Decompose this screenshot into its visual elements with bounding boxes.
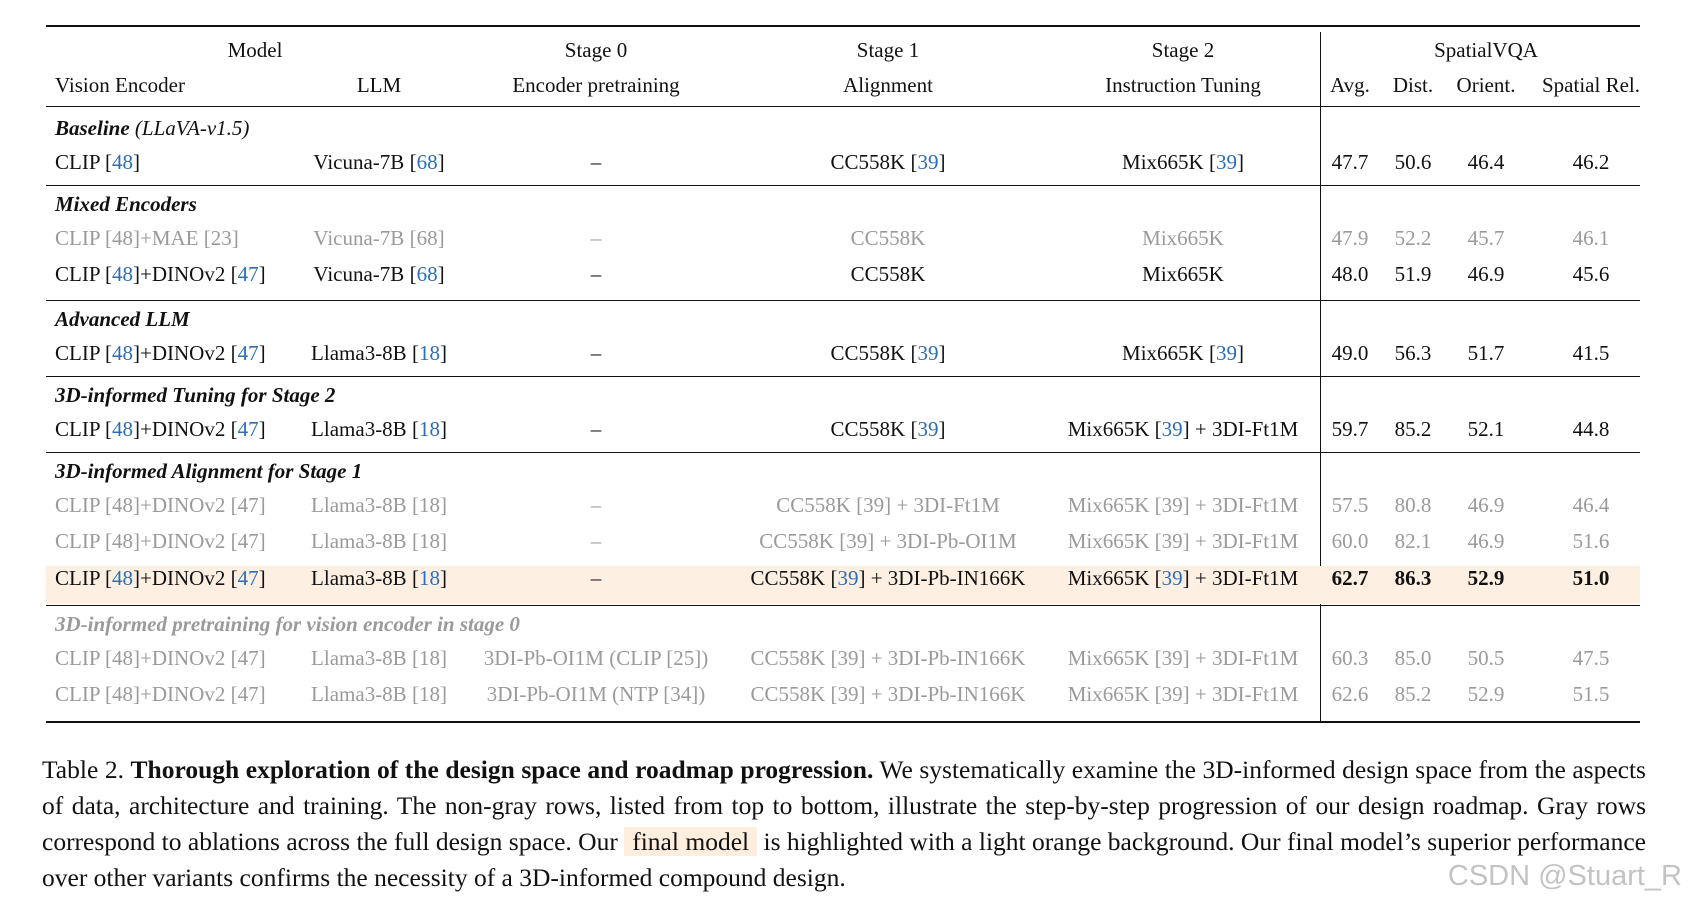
citation-number[interactable]: 39 bbox=[837, 682, 859, 706]
header-stage1: Stage 1 bbox=[856, 38, 920, 62]
orient-score-cell: 52.9 bbox=[1467, 566, 1505, 590]
avg-score-cell: 47.7 bbox=[1331, 150, 1369, 174]
llm-cell: Vicuna-7B [68] bbox=[313, 262, 445, 286]
stage2-cell: Mix665K [39] bbox=[1122, 341, 1244, 365]
avg-score-cell: 57.5 bbox=[1331, 493, 1369, 517]
vision-encoder-cell: CLIP [48]+DINOv2 [47] bbox=[55, 341, 266, 365]
stage1-cell: CC558K [39] + 3DI-Pb-IN166K bbox=[750, 566, 1026, 590]
vision-encoder-cell: CLIP [48] bbox=[55, 150, 140, 174]
citation-number[interactable]: 23 bbox=[210, 226, 232, 250]
spatial-rel-score-cell: 47.5 bbox=[1572, 646, 1610, 670]
caption-text-end: is highlighted with a light orange background. Our final model’s superior performance over other variants confirms the necessity of a 3D-informed compound design. bbox=[42, 827, 1647, 892]
stage0-cell: – bbox=[590, 150, 602, 174]
watermark: CSDN @Stuart_R bbox=[1447, 860, 1682, 892]
stage0-cell: – bbox=[590, 262, 602, 286]
citation-number[interactable]: 39 bbox=[863, 493, 885, 517]
spatial-rel-score-cell: 44.8 bbox=[1572, 417, 1610, 441]
header-rule bbox=[46, 106, 1640, 107]
citation-number[interactable]: 18 bbox=[418, 682, 440, 706]
stage2-cell: Mix665K bbox=[1142, 226, 1224, 250]
vision-encoder-cell: CLIP [48]+DINOv2 [47] bbox=[55, 417, 266, 441]
dist-score-cell: 52.2 bbox=[1394, 226, 1432, 250]
dist-score-cell: 56.3 bbox=[1394, 341, 1432, 365]
stage2-cell: Mix665K [39] bbox=[1122, 150, 1244, 174]
caption-text: We systematically examine the 3D-informed design space from the aspects of data, architecture and training. The non-gray rows, listed from top to bottom, illustrate the step-by-step progression of our design roadmap. Gray rows correspond to ablations across the full design space. Our bbox=[42, 755, 1646, 856]
vision-encoder-cell: CLIP [48]+DINOv2 [47] bbox=[55, 262, 266, 286]
citation-number[interactable]: 47 bbox=[237, 417, 259, 441]
citation-number[interactable]: 47 bbox=[237, 529, 259, 553]
citation-number[interactable]: 18 bbox=[418, 341, 440, 365]
citation-number[interactable]: 18 bbox=[418, 646, 440, 670]
dist-score-cell: 80.8 bbox=[1394, 493, 1432, 517]
llm-cell: Llama3-8B [18] bbox=[311, 566, 447, 590]
citation-number[interactable]: 39 bbox=[1161, 682, 1183, 706]
orient-score-cell: 46.9 bbox=[1467, 262, 1505, 286]
header-spatialvqa: SpatialVQA bbox=[1434, 38, 1538, 62]
citation-number[interactable]: 48 bbox=[111, 646, 133, 670]
avg-score-cell: 59.7 bbox=[1331, 417, 1369, 441]
stage1-cell: CC558K bbox=[850, 262, 926, 286]
stage0-cell: – bbox=[590, 493, 602, 517]
header-orient: Orient. bbox=[1456, 73, 1516, 97]
section-3d-pretraining: 3D-informed pretraining for vision encoder in stage 0 bbox=[55, 612, 520, 636]
stage2-cell: Mix665K [39] + 3DI-Ft1M bbox=[1067, 566, 1299, 590]
stage2-cell: Mix665K [39] + 3DI-Ft1M bbox=[1067, 646, 1299, 670]
citation-number[interactable]: 47 bbox=[237, 646, 259, 670]
citation-number[interactable]: 48 bbox=[111, 341, 133, 365]
spatial-rel-score-cell: 51.5 bbox=[1572, 682, 1610, 706]
citation-number[interactable]: 48 bbox=[111, 262, 133, 286]
citation-number[interactable]: 39 bbox=[917, 150, 939, 174]
dist-score-cell: 82.1 bbox=[1394, 529, 1432, 553]
vision-encoder-cell: CLIP [48]+MAE [23] bbox=[55, 226, 239, 250]
stage0-cell: 3DI-Pb-OI1M (CLIP [25]) bbox=[483, 646, 709, 670]
stage2-cell: Mix665K bbox=[1142, 262, 1224, 286]
header-vision-encoder: Vision Encoder bbox=[55, 73, 185, 97]
stage2-cell: Mix665K [39] + 3DI-Ft1M bbox=[1067, 417, 1299, 441]
orient-score-cell: 46.9 bbox=[1467, 529, 1505, 553]
stage1-cell: CC558K bbox=[850, 226, 926, 250]
citation-number[interactable]: 47 bbox=[237, 341, 259, 365]
avg-score-cell: 62.7 bbox=[1331, 566, 1369, 590]
header-dist: Dist. bbox=[1392, 73, 1434, 97]
dist-score-cell: 85.0 bbox=[1394, 646, 1432, 670]
orient-score-cell: 46.4 bbox=[1467, 150, 1505, 174]
vision-encoder-cell: CLIP [48]+DINOv2 [47] bbox=[55, 493, 266, 517]
section-rule bbox=[46, 376, 1640, 377]
citation-number[interactable]: 68 bbox=[416, 262, 438, 286]
citation-number[interactable]: 48 bbox=[111, 226, 133, 250]
llm-cell: Llama3-8B [18] bbox=[311, 417, 447, 441]
header-llm: LLM bbox=[356, 73, 402, 97]
vision-encoder-cell: CLIP [48]+DINOv2 [47] bbox=[55, 646, 266, 670]
header-stage2: Stage 2 bbox=[1151, 38, 1215, 62]
orient-score-cell: 52.1 bbox=[1467, 417, 1505, 441]
citation-number[interactable]: 39 bbox=[1161, 566, 1183, 590]
citation-number[interactable]: 47 bbox=[237, 262, 259, 286]
citation-number[interactable]: 39 bbox=[1215, 150, 1237, 174]
header-spatial-rel: Spatial Rel. bbox=[1542, 73, 1640, 97]
section-baseline-title: Baseline bbox=[55, 116, 130, 140]
citation-number[interactable]: 25 bbox=[673, 646, 695, 670]
citation-number[interactable]: 39 bbox=[846, 529, 868, 553]
llm-cell: Llama3-8B [18] bbox=[311, 493, 447, 517]
llm-cell: Vicuna-7B [68] bbox=[313, 150, 445, 174]
header-model: Model bbox=[227, 38, 283, 62]
citation-number[interactable]: 39 bbox=[1161, 529, 1183, 553]
orient-score-cell: 52.9 bbox=[1467, 682, 1505, 706]
citation-number[interactable]: 39 bbox=[1215, 341, 1237, 365]
llm-cell: Llama3-8B [18] bbox=[311, 646, 447, 670]
vision-encoder-cell: CLIP [48]+DINOv2 [47] bbox=[55, 529, 266, 553]
citation-number[interactable]: 68 bbox=[416, 150, 438, 174]
spatial-rel-score-cell: 46.4 bbox=[1572, 493, 1610, 517]
orient-score-cell: 45.7 bbox=[1467, 226, 1505, 250]
header-stage0: Stage 0 bbox=[564, 38, 628, 62]
header-instruction-tuning: Instruction Tuning bbox=[1105, 73, 1261, 97]
caption-title: Thorough exploration of the design space and roadmap progression. bbox=[130, 755, 874, 784]
header-alignment: Alignment bbox=[843, 73, 933, 97]
citation-number[interactable]: 39 bbox=[1161, 646, 1183, 670]
stage1-cell: CC558K [39] + 3DI-Ft1M bbox=[776, 493, 1000, 517]
stage1-cell: CC558K [39] + 3DI-Pb-OI1M bbox=[759, 529, 1017, 553]
caption-highlight: final model bbox=[624, 827, 757, 856]
citation-number[interactable]: 48 bbox=[111, 417, 133, 441]
spatial-rel-score-cell: 45.6 bbox=[1572, 262, 1610, 286]
citation-number[interactable]: 47 bbox=[237, 682, 259, 706]
section-3d-tuning: 3D-informed Tuning for Stage 2 bbox=[55, 383, 336, 407]
stage0-cell: – bbox=[590, 341, 602, 365]
avg-score-cell: 49.0 bbox=[1331, 341, 1369, 365]
citation-number[interactable]: 48 bbox=[111, 493, 133, 517]
avg-score-cell: 62.6 bbox=[1331, 682, 1369, 706]
dist-score-cell: 50.6 bbox=[1394, 150, 1432, 174]
dist-score-cell: 51.9 bbox=[1394, 262, 1432, 286]
citation-number[interactable]: 39 bbox=[917, 417, 939, 441]
dist-score-cell: 85.2 bbox=[1394, 682, 1432, 706]
orient-score-cell: 50.5 bbox=[1467, 646, 1505, 670]
citation-number[interactable]: 39 bbox=[837, 646, 859, 670]
citation-number[interactable]: 68 bbox=[416, 226, 438, 250]
section-baseline bbox=[55, 116, 249, 140]
stage0-cell: – bbox=[590, 226, 602, 250]
spatial-rel-score-cell: 46.1 bbox=[1572, 226, 1610, 250]
stage0-cell: – bbox=[590, 417, 602, 441]
citation-number[interactable]: 34 bbox=[670, 682, 692, 706]
stage1-cell: CC558K [39] + 3DI-Pb-IN166K bbox=[750, 646, 1026, 670]
spatial-rel-score-cell: 41.5 bbox=[1572, 341, 1610, 365]
citation-number[interactable]: 47 bbox=[237, 566, 259, 590]
llm-cell: Llama3-8B [18] bbox=[311, 529, 447, 553]
avg-score-cell: 48.0 bbox=[1331, 262, 1369, 286]
orient-score-cell: 46.9 bbox=[1467, 493, 1505, 517]
header-avg: Avg. bbox=[1330, 73, 1370, 97]
stage1-cell: CC558K [39] + 3DI-Pb-IN166K bbox=[750, 682, 1026, 706]
citation-number[interactable]: 18 bbox=[418, 566, 440, 590]
dist-score-cell: 85.2 bbox=[1394, 417, 1432, 441]
citation-number[interactable]: 39 bbox=[1161, 417, 1183, 441]
stage1-cell: CC558K [39] bbox=[830, 150, 946, 174]
table-top-rule bbox=[46, 25, 1640, 27]
llm-cell: Llama3-8B [18] bbox=[311, 682, 447, 706]
avg-score-cell: 60.3 bbox=[1331, 646, 1369, 670]
citation-number[interactable]: 47 bbox=[237, 493, 259, 517]
stage1-cell: CC558K [39] bbox=[830, 417, 946, 441]
stage0-cell: – bbox=[590, 529, 602, 553]
header-encoder-pretraining: Encoder pretraining bbox=[512, 73, 680, 97]
llm-cell: Vicuna-7B [68] bbox=[313, 226, 445, 250]
spatial-rel-score-cell: 46.2 bbox=[1572, 150, 1610, 174]
citation-number[interactable]: 48 bbox=[111, 150, 133, 174]
section-baseline-note: (LLaVA-v1.5) bbox=[134, 116, 250, 140]
stage0-cell: 3DI-Pb-OI1M (NTP [34]) bbox=[486, 682, 706, 706]
citation-number[interactable]: 18 bbox=[418, 493, 440, 517]
caption-label: Table 2. bbox=[42, 755, 124, 784]
citation-number[interactable]: 39 bbox=[917, 341, 939, 365]
section-rule bbox=[46, 185, 1640, 186]
vision-encoder-cell: CLIP [48]+DINOv2 [47] bbox=[55, 682, 266, 706]
citation-number[interactable]: 39 bbox=[837, 566, 859, 590]
section-rule bbox=[46, 605, 1640, 606]
stage2-cell: Mix665K [39] + 3DI-Ft1M bbox=[1067, 529, 1299, 553]
table-bottom-rule bbox=[46, 721, 1640, 723]
citation-number[interactable]: 18 bbox=[418, 417, 440, 441]
spatial-rel-score-cell: 51.6 bbox=[1572, 529, 1610, 553]
section-advanced-llm: Advanced LLM bbox=[55, 307, 190, 331]
avg-score-cell: 60.0 bbox=[1331, 529, 1369, 553]
stage2-cell: Mix665K [39] + 3DI-Ft1M bbox=[1067, 493, 1299, 517]
spatial-rel-score-cell: 51.0 bbox=[1572, 566, 1610, 590]
dist-score-cell: 86.3 bbox=[1394, 566, 1432, 590]
citation-number[interactable]: 48 bbox=[111, 682, 133, 706]
citation-number[interactable]: 39 bbox=[1161, 493, 1183, 517]
citation-number[interactable]: 48 bbox=[111, 566, 133, 590]
stage2-cell: Mix665K [39] + 3DI-Ft1M bbox=[1067, 682, 1299, 706]
stage1-cell: CC558K [39] bbox=[830, 341, 946, 365]
section-rule bbox=[46, 300, 1640, 301]
section-rule bbox=[46, 452, 1640, 453]
section-mixed-encoders: Mixed Encoders bbox=[55, 192, 197, 216]
orient-score-cell: 51.7 bbox=[1467, 341, 1505, 365]
vision-encoder-cell: CLIP [48]+DINOv2 [47] bbox=[55, 566, 266, 590]
citation-number[interactable]: 18 bbox=[418, 529, 440, 553]
stage0-cell: – bbox=[590, 566, 602, 590]
avg-score-cell: 47.9 bbox=[1331, 226, 1369, 250]
table-caption bbox=[42, 752, 1646, 896]
section-3d-alignment: 3D-informed Alignment for Stage 1 bbox=[55, 459, 363, 483]
llm-cell: Llama3-8B [18] bbox=[311, 341, 447, 365]
citation-number[interactable]: 48 bbox=[111, 529, 133, 553]
